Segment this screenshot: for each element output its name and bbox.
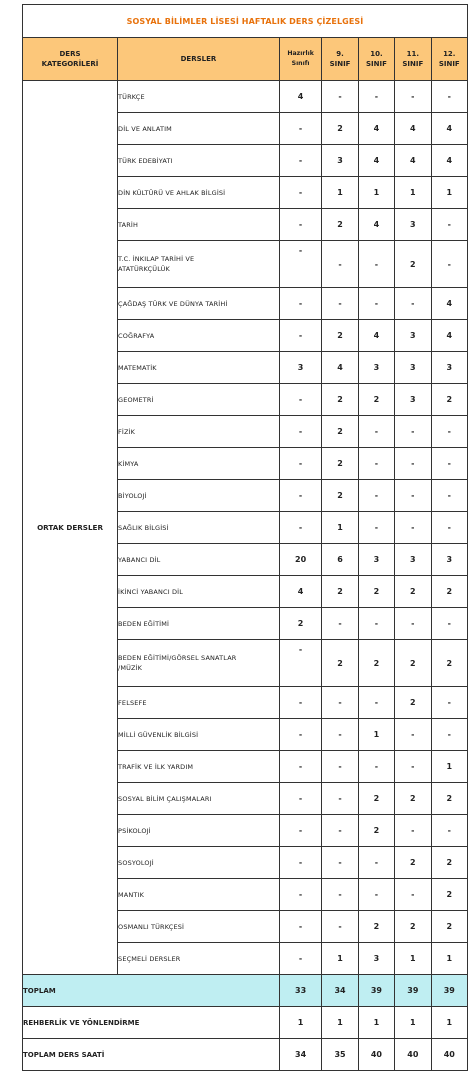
hours-cell: - bbox=[358, 81, 394, 113]
summary-label: TOPLAM bbox=[23, 975, 280, 1007]
subject-name: TÜRK EDEBİYATI bbox=[118, 156, 173, 165]
subject-cell bbox=[118, 608, 280, 640]
hours-cell: 4 bbox=[431, 288, 467, 320]
subject-cell bbox=[118, 815, 280, 847]
header-category-line2: KATEGORİLERİ bbox=[41, 60, 99, 68]
hours-cell: - bbox=[431, 608, 467, 640]
hours-cell: - bbox=[358, 847, 394, 879]
hours-cell: 2 bbox=[358, 911, 394, 943]
hours-cell: - bbox=[431, 512, 467, 544]
subject-name: MATEMATİK bbox=[118, 363, 157, 372]
hours-cell: - bbox=[279, 783, 321, 815]
hours-cell: 2 bbox=[322, 480, 358, 512]
hours-cell: 1 bbox=[431, 943, 467, 975]
header-grade-line2: Sınıfı bbox=[291, 60, 310, 67]
hours-cell: 2 bbox=[322, 416, 358, 448]
hours-cell: 2 bbox=[395, 847, 431, 879]
hours-cell: 2 bbox=[431, 576, 467, 608]
header-grade-line1: 11. bbox=[406, 50, 420, 58]
hours-cell: 1 bbox=[358, 177, 394, 209]
hours-cell: 20 bbox=[279, 544, 321, 576]
summary-value: 1 bbox=[322, 1007, 358, 1039]
hours-cell: 4 bbox=[358, 320, 394, 352]
hours-cell: 4 bbox=[322, 352, 358, 384]
hours-cell: - bbox=[395, 512, 431, 544]
subject-cell bbox=[118, 177, 280, 209]
subject-name: TÜRKÇE bbox=[118, 92, 145, 101]
hours-cell: 2 bbox=[431, 847, 467, 879]
header-row bbox=[23, 38, 468, 81]
subject-cell bbox=[118, 576, 280, 608]
hours-cell: 4 bbox=[279, 576, 321, 608]
hours-cell: - bbox=[395, 448, 431, 480]
subject-cell bbox=[118, 879, 280, 911]
subject-name: KİMYA bbox=[118, 459, 139, 468]
subject-name: SOSYOLOJİ bbox=[118, 858, 154, 867]
hours-cell: 2 bbox=[322, 209, 358, 241]
subject-name: ÇAĞDAŞ TÜRK VE DÜNYA TARİHİ bbox=[118, 299, 228, 308]
subject-name: MİLLİ GÜVENLİK BİLGİSİ bbox=[118, 730, 199, 739]
hours-cell: 4 bbox=[358, 209, 394, 241]
summary-label: TOPLAM DERS SAATİ bbox=[23, 1039, 280, 1071]
subject-name: DİL VE ANLATIM bbox=[118, 124, 172, 133]
category-cell: ORTAK DERSLER bbox=[23, 81, 118, 975]
hours-cell: 3 bbox=[395, 209, 431, 241]
header-grade-line2: SINIF bbox=[365, 60, 387, 68]
summary-value: 34 bbox=[279, 1039, 321, 1071]
hours-cell: 4 bbox=[279, 81, 321, 113]
subject-cell bbox=[118, 384, 280, 416]
subject-cell bbox=[118, 448, 280, 480]
hours-cell: - bbox=[431, 448, 467, 480]
summary-value: 40 bbox=[431, 1039, 467, 1071]
hours-cell: - bbox=[395, 751, 431, 783]
hours-cell: - bbox=[322, 288, 358, 320]
subject-name: BEDEN EĞİTİMİ bbox=[118, 619, 170, 628]
hours-cell: 6 bbox=[322, 544, 358, 576]
hours-cell: 2 bbox=[395, 783, 431, 815]
summary-value: 39 bbox=[358, 975, 394, 1007]
hours-cell: - bbox=[322, 815, 358, 847]
summary-value: 1 bbox=[279, 1007, 321, 1039]
hours-cell: 4 bbox=[358, 145, 394, 177]
subject-cell bbox=[118, 241, 280, 288]
hours-cell: 3 bbox=[358, 544, 394, 576]
header-category-line1: DERS bbox=[59, 50, 81, 58]
hours-cell: 2 bbox=[322, 384, 358, 416]
subject-cell bbox=[118, 911, 280, 943]
hours-cell: 2 bbox=[395, 640, 431, 687]
hours-cell: - bbox=[431, 815, 467, 847]
subject-name: PSİKOLOJİ bbox=[118, 826, 151, 835]
summary-value: 39 bbox=[395, 975, 431, 1007]
hours-cell: 3 bbox=[395, 544, 431, 576]
hours-cell: - bbox=[279, 815, 321, 847]
hours-cell: - bbox=[279, 911, 321, 943]
table-row bbox=[23, 81, 468, 113]
subject-name: ATATÜRKÇÜLÜK bbox=[118, 265, 170, 273]
hours-cell: 2 bbox=[395, 576, 431, 608]
subject-name: SEÇMELİ DERSLER bbox=[118, 954, 181, 963]
hours-cell: - bbox=[279, 943, 321, 975]
subject-name: COĞRAFYA bbox=[118, 331, 155, 340]
summary-value: 40 bbox=[358, 1039, 394, 1071]
hours-cell: 3 bbox=[279, 352, 321, 384]
hours-cell: 2 bbox=[358, 576, 394, 608]
subject-cell bbox=[118, 113, 280, 145]
subject-name: OSMANLI TÜRKÇESİ bbox=[118, 922, 185, 931]
hours-cell: - bbox=[279, 687, 321, 719]
hours-cell: - bbox=[279, 751, 321, 783]
hours-cell: - bbox=[358, 448, 394, 480]
header-grade-prep bbox=[279, 38, 321, 81]
hours-cell: 3 bbox=[322, 145, 358, 177]
hours-cell: - bbox=[279, 241, 321, 288]
hours-cell: - bbox=[395, 879, 431, 911]
summary-row bbox=[23, 1007, 468, 1039]
total-row bbox=[23, 975, 468, 1007]
subject-name: MANTIK bbox=[118, 890, 145, 899]
table-title: SOSYAL BİLİMLER LİSESİ HAFTALIK DERS ÇİZELGESİ bbox=[23, 5, 468, 38]
hours-cell: - bbox=[358, 480, 394, 512]
hours-cell: - bbox=[358, 241, 394, 288]
hours-cell: - bbox=[279, 177, 321, 209]
hours-cell: - bbox=[322, 911, 358, 943]
hours-cell: 2 bbox=[431, 879, 467, 911]
hours-cell: 3 bbox=[358, 943, 394, 975]
header-grade-12 bbox=[431, 38, 467, 81]
hours-cell: 1 bbox=[431, 177, 467, 209]
subject-cell bbox=[118, 81, 280, 113]
subject-name: FİZİK bbox=[118, 427, 136, 436]
hours-cell: - bbox=[322, 783, 358, 815]
subject-name: DİN KÜLTÜRÜ VE AHLAK BİLGİSİ bbox=[118, 188, 226, 197]
subject-name: T.C. İNKILAP TARİHİ VE bbox=[118, 255, 195, 263]
hours-cell: - bbox=[279, 416, 321, 448]
hours-cell: 2 bbox=[395, 241, 431, 288]
subject-name: BEDEN EĞİTİMİ/GÖRSEL SANATLAR bbox=[118, 654, 237, 662]
hours-cell: - bbox=[279, 288, 321, 320]
subject-name: /MÜZİK bbox=[118, 664, 143, 672]
hours-cell: 2 bbox=[322, 320, 358, 352]
subject-cell bbox=[118, 320, 280, 352]
hours-cell: - bbox=[322, 81, 358, 113]
subject-name: FELSEFE bbox=[118, 698, 147, 707]
hours-cell: 3 bbox=[395, 384, 431, 416]
subject-name: YABANCI DİL bbox=[118, 555, 161, 564]
hours-cell: - bbox=[431, 687, 467, 719]
hours-cell: - bbox=[279, 113, 321, 145]
title-row bbox=[23, 5, 468, 38]
hours-cell: - bbox=[358, 416, 394, 448]
hours-cell: 2 bbox=[322, 448, 358, 480]
subject-cell bbox=[118, 352, 280, 384]
hours-cell: 2 bbox=[431, 911, 467, 943]
summary-label: REHBERLİK VE YÖNLENDİRME bbox=[23, 1007, 280, 1039]
summary-value: 39 bbox=[431, 975, 467, 1007]
summary-value: 1 bbox=[395, 1007, 431, 1039]
hours-cell: - bbox=[431, 209, 467, 241]
hours-cell: - bbox=[431, 416, 467, 448]
hours-cell: 1 bbox=[431, 751, 467, 783]
summary-value: 1 bbox=[431, 1007, 467, 1039]
header-subject: DERSLER bbox=[118, 38, 280, 81]
header-grade-line2: SINIF bbox=[402, 60, 424, 68]
hours-cell: - bbox=[279, 480, 321, 512]
hours-cell: - bbox=[322, 241, 358, 288]
hours-cell: 1 bbox=[358, 719, 394, 751]
hours-cell: 2 bbox=[279, 608, 321, 640]
hours-cell: 1 bbox=[322, 177, 358, 209]
hours-cell: - bbox=[279, 209, 321, 241]
hours-cell: 2 bbox=[431, 384, 467, 416]
table-body bbox=[23, 5, 468, 1071]
hours-cell: 4 bbox=[358, 113, 394, 145]
subject-name: TRAFİK VE İLK YARDIM bbox=[118, 762, 194, 771]
summary-value: 40 bbox=[395, 1039, 431, 1071]
hours-cell: 3 bbox=[395, 320, 431, 352]
hours-cell: - bbox=[322, 608, 358, 640]
hours-cell: 2 bbox=[322, 576, 358, 608]
hours-cell: 4 bbox=[431, 145, 467, 177]
hours-cell: 2 bbox=[358, 815, 394, 847]
hours-cell: - bbox=[279, 448, 321, 480]
subject-cell bbox=[118, 751, 280, 783]
hours-cell: - bbox=[358, 288, 394, 320]
hours-cell: - bbox=[395, 719, 431, 751]
hours-cell: - bbox=[322, 847, 358, 879]
hours-cell: 2 bbox=[358, 384, 394, 416]
subject-cell bbox=[118, 544, 280, 576]
subject-cell bbox=[118, 288, 280, 320]
hours-cell: - bbox=[279, 384, 321, 416]
hours-cell: 4 bbox=[431, 320, 467, 352]
hours-cell: - bbox=[279, 719, 321, 751]
hours-cell: 2 bbox=[431, 640, 467, 687]
subject-cell bbox=[118, 783, 280, 815]
summary-value: 1 bbox=[358, 1007, 394, 1039]
hours-cell: - bbox=[395, 815, 431, 847]
weekly-schedule-table bbox=[22, 4, 468, 1071]
hours-cell: 4 bbox=[431, 113, 467, 145]
subject-name: BİYOLOJİ bbox=[118, 491, 147, 500]
hours-cell: - bbox=[322, 751, 358, 783]
hours-cell: 2 bbox=[322, 640, 358, 687]
hours-cell: 2 bbox=[322, 113, 358, 145]
subject-cell bbox=[118, 687, 280, 719]
hours-cell: - bbox=[395, 81, 431, 113]
hours-cell: - bbox=[358, 879, 394, 911]
hours-cell: - bbox=[395, 416, 431, 448]
header-grade-9 bbox=[322, 38, 358, 81]
hours-cell: 1 bbox=[395, 943, 431, 975]
hours-cell: 2 bbox=[358, 783, 394, 815]
subject-name: İKİNCİ YABANCI DİL bbox=[118, 587, 183, 596]
header-grade-11 bbox=[395, 38, 431, 81]
hours-cell: 3 bbox=[431, 544, 467, 576]
hours-cell: 1 bbox=[322, 943, 358, 975]
hours-cell: 3 bbox=[395, 352, 431, 384]
hours-cell: 3 bbox=[358, 352, 394, 384]
hours-cell: 4 bbox=[395, 145, 431, 177]
summary-value: 35 bbox=[322, 1039, 358, 1071]
subject-cell bbox=[118, 416, 280, 448]
hours-cell: 4 bbox=[395, 113, 431, 145]
hours-cell: - bbox=[322, 687, 358, 719]
hours-cell: 2 bbox=[431, 783, 467, 815]
hours-cell: - bbox=[358, 608, 394, 640]
subject-cell bbox=[118, 943, 280, 975]
hours-cell: - bbox=[395, 288, 431, 320]
header-grade-10 bbox=[358, 38, 394, 81]
header-grade-line2: SINIF bbox=[438, 60, 460, 68]
hours-cell: - bbox=[431, 81, 467, 113]
hours-cell: - bbox=[395, 608, 431, 640]
hours-cell: - bbox=[358, 751, 394, 783]
hours-cell: 3 bbox=[431, 352, 467, 384]
hours-cell: - bbox=[431, 719, 467, 751]
hours-cell: - bbox=[279, 512, 321, 544]
hours-cell: 1 bbox=[322, 512, 358, 544]
summary-row bbox=[23, 1039, 468, 1071]
subject-cell bbox=[118, 719, 280, 751]
hours-cell: - bbox=[431, 241, 467, 288]
hours-cell: - bbox=[358, 512, 394, 544]
subject-cell bbox=[118, 847, 280, 879]
hours-cell: - bbox=[322, 719, 358, 751]
hours-cell: - bbox=[279, 145, 321, 177]
header-grade-line1: 12. bbox=[443, 50, 456, 58]
subject-cell bbox=[118, 209, 280, 241]
summary-value: 34 bbox=[322, 975, 358, 1007]
hours-cell: - bbox=[322, 879, 358, 911]
subject-name: TARİH bbox=[118, 220, 139, 229]
subject-name: GEOMETRİ bbox=[118, 395, 154, 404]
subject-cell bbox=[118, 145, 280, 177]
hours-cell: - bbox=[431, 480, 467, 512]
subject-cell bbox=[118, 512, 280, 544]
header-grade-line1: Hazırlık bbox=[287, 50, 314, 57]
hours-cell: - bbox=[279, 879, 321, 911]
header-grade-line1: 9. bbox=[336, 50, 344, 58]
subject-cell bbox=[118, 480, 280, 512]
hours-cell: 2 bbox=[395, 911, 431, 943]
hours-cell: - bbox=[358, 687, 394, 719]
hours-cell: 2 bbox=[395, 687, 431, 719]
header-grade-line2: SINIF bbox=[329, 60, 351, 68]
hours-cell: 2 bbox=[358, 640, 394, 687]
header-grade-line1: 10. bbox=[370, 50, 383, 58]
summary-value: 33 bbox=[279, 975, 321, 1007]
hours-cell: - bbox=[395, 480, 431, 512]
header-category bbox=[23, 38, 118, 81]
subject-name: SOSYAL BİLİM ÇALIŞMALARI bbox=[118, 794, 212, 803]
subject-name: SAĞLIK BİLGİSİ bbox=[118, 523, 169, 532]
hours-cell: - bbox=[279, 640, 321, 687]
hours-cell: 1 bbox=[395, 177, 431, 209]
hours-cell: - bbox=[279, 847, 321, 879]
hours-cell: - bbox=[279, 320, 321, 352]
subject-cell bbox=[118, 640, 280, 687]
